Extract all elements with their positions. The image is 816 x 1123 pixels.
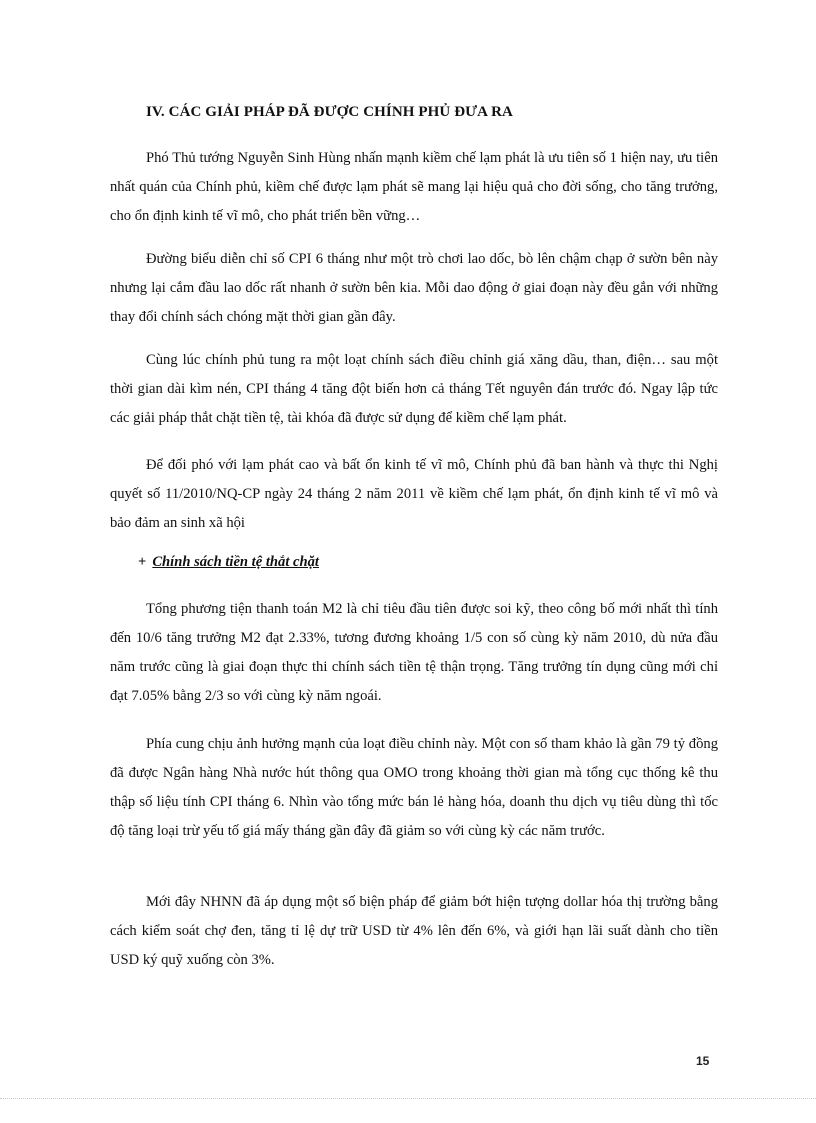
paragraph-6: Phía cung chịu ảnh hưởng mạnh của loạt điều chỉnh này. Một con số tham khảo là gần 79 tỷ đồng đã được Ngân hàng Nhà nước hút thông qua OMO trong khoảng thời gian mà tổng cục thống kê thu thập số liệu tính CPI tháng 6. Nhìn vào tổng mức bán lẻ hàng hóa, doanh thu dịch vụ tiêu dùng thì tốc độ tăng loại trừ yếu tố giá mấy tháng gần đây đã giảm so với cùng kỳ các năm trước. [110, 736, 718, 839]
paragraph-4: Để đối phó với lạm phát cao và bất ổn kinh tế vĩ mô, Chính phủ đã ban hành và thực thi Nghị quyết số 11/2010/NQ-CP ngày 24 tháng 2 năm 2011 về kiềm chế lạm phát, ổn định kinh tế vĩ mô và bảo đảm an sinh xã hội [110, 457, 718, 531]
bullet-plus: + [138, 554, 147, 570]
subsection-title: Chính sách tiền tệ thắt chặt [152, 554, 319, 570]
paragraph-5: Tổng phương tiện thanh toán M2 là chỉ tiêu đầu tiên được soi kỹ, theo công bố mới nhất thì tính đến 10/6 tăng trưởng M2 đạt 2.33%, tương đương khoảng 1/5 con số cùng kỳ năm 2010, dù nửa đầu năm trước cũng là giai đoạn thực thi chính sách tiền tệ thận trọng. Tăng trưởng tín dụng cũng mới chỉ đạt 7.05% bằng 2/3 so với cùng kỳ năm ngoái. [110, 601, 718, 704]
paragraph-7: Mới đây NHNN đã áp dụng một số biện pháp để giảm bớt hiện tượng dollar hóa thị trường bằng cách kiểm soát chợ đen, tăng tỉ lệ dự trữ USD từ 4% lên đến 6%, và giới hạn lãi suất dành cho tiền USD ký quỹ xuống còn 3%. [110, 894, 718, 968]
section-heading: IV. CÁC GIẢI PHÁP ĐÃ ĐƯỢC CHÍNH PHỦ ĐƯA RA [146, 104, 513, 120]
page-bottom-divider [0, 1098, 816, 1099]
paragraph-3: Cùng lúc chính phủ tung ra một loạt chính sách điều chỉnh giá xăng dầu, than, điện… sau một thời gian dài kìm nén, CPI tháng 4 tăng đột biến hơn cả tháng Tết nguyên đán trước đó. Ngay lập tức các giải pháp thắt chặt tiền tệ, tài khóa đã được sử dụng để kiềm chế lạm phát. [110, 352, 718, 426]
paragraph-1: Phó Thủ tướng Nguyễn Sinh Hùng nhấn mạnh kiềm chế lạm phát là ưu tiên số 1 hiện nay, ưu tiên nhất quán của Chính phủ, kiềm chế được lạm phát sẽ mang lại hiệu quả cho đời sống, cho tăng trưởng, cho ổn định kinh tế vĩ mô, cho phát triển bền vững… [110, 150, 718, 224]
paragraph-2: Đường biểu diễn chỉ số CPI 6 tháng như một trò chơi lao dốc, bò lên chậm chạp ở sườn bên này nhưng lại cắm đầu lao dốc rất nhanh ở sườn bên kia. Mỗi dao động ở giai đoạn này đều gắn với những thay đổi chính sách chóng mặt thời gian gần đây. [110, 251, 718, 325]
page-number: 15 [696, 1054, 710, 1068]
subsection-heading [138, 554, 319, 571]
